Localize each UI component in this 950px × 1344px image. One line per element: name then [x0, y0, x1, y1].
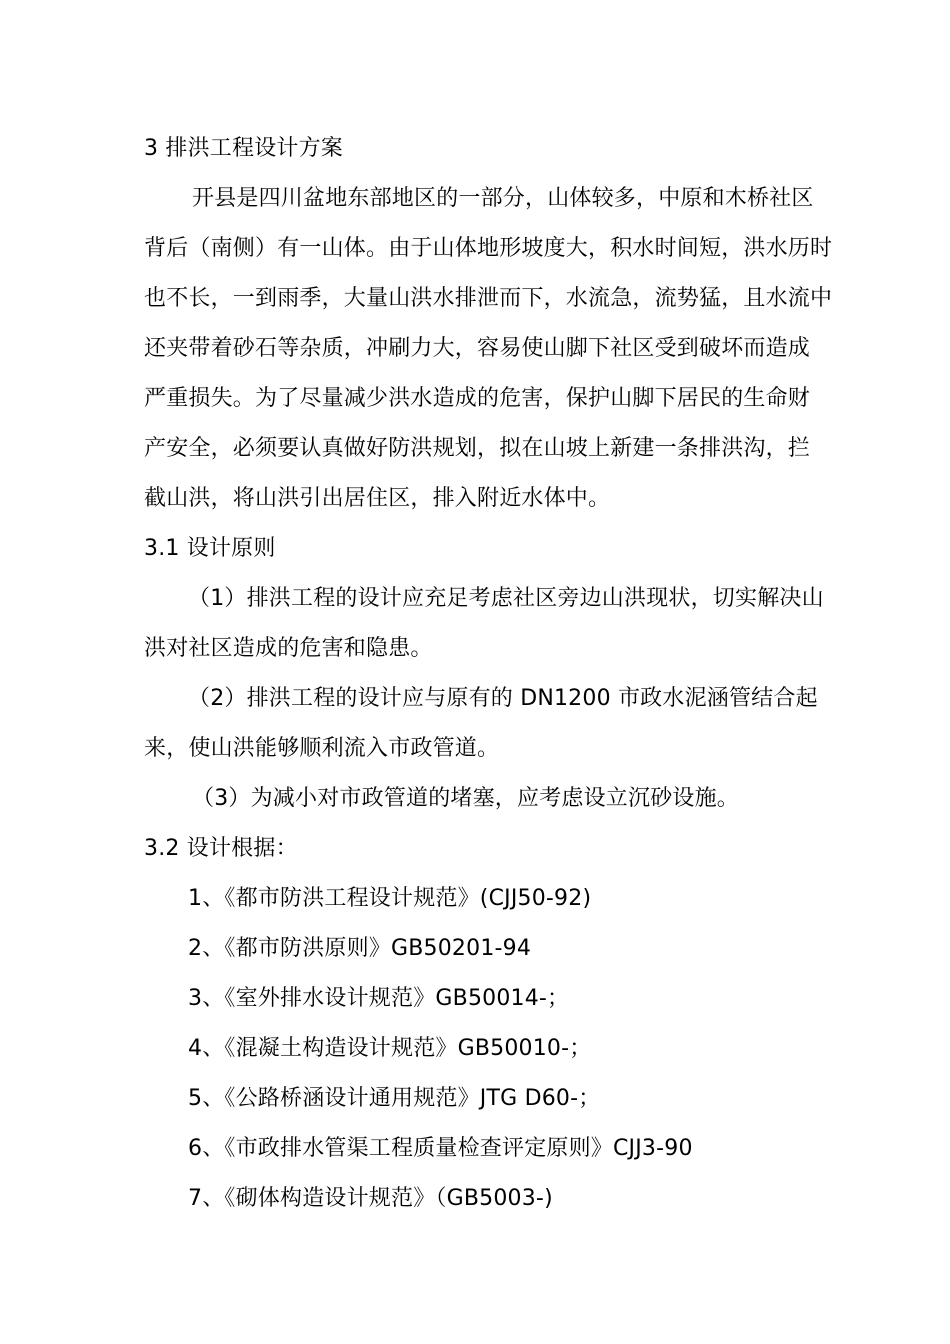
reference-item: 1、《都市防洪工程设计规范》(CJJ50-92): [188, 886, 592, 911]
reference-item: 6、《市政排水管渠工程质量检查评定原则》CJJ3-90: [188, 1136, 693, 1161]
paragraph-line: （2）排洪工程的设计应与原有的 DN1200 市政水泥涵管结合起: [188, 686, 818, 711]
reference-list: [144, 874, 808, 1224]
reference-item: 3、《室外排水设计规范》GB50014-；: [188, 986, 570, 1011]
reference-item: 5、《公路桥涵设计通用规范》JTG D60-；: [188, 1086, 601, 1111]
section-3-intro-paragraph: [144, 174, 833, 524]
reference-item: 4、《混凝土构造设计规范》GB50010-；: [188, 1036, 592, 1061]
reference-item: 7、《砌体构造设计规范》（GB5003-): [188, 1186, 553, 1211]
section-3-heading: 3 排洪工程设计方案: [144, 136, 343, 161]
paragraph-line: 开县是四川盆地东部地区的一部分，山体较多，中原和木桥社区: [192, 186, 814, 211]
principle-2-paragraph: [144, 674, 818, 774]
paragraph-line: 截山洪，将山洪引出居住区，排入附近水体中。: [144, 486, 611, 511]
paragraph-line: 也不长，一到雨季，大量山洪水排泄而下，水流急，流势猛，且水流中: [144, 286, 833, 311]
paragraph-line: 背后（南侧）有一山体。由于山体地形坡度大，积水时间短，洪水历时: [144, 236, 833, 261]
paragraph-line: （1）排洪工程的设计应充足考虑社区旁边山洪现状，切实解决山: [188, 586, 824, 611]
principle-1-paragraph: [144, 574, 824, 674]
paragraph-line: 还夹带着砂石等杂质，冲刷力大，容易使山脚下社区受到破坏而造成: [144, 336, 811, 361]
document-page: [144, 124, 833, 1224]
principle-3-line: （3）为减小对市政管道的堵塞，应考虑设立沉砂设施。: [192, 786, 739, 811]
section-3-1-heading: 3.1 设计原则: [144, 536, 276, 561]
section-3-2-heading: 3.2 设计根据：: [144, 836, 298, 861]
reference-item: 2、《都市防洪原则》GB50201-94: [188, 936, 532, 961]
paragraph-line: 洪对社区造成的危害和隐患。: [144, 636, 433, 661]
paragraph-line: 严重损失。为了尽量减少洪水造成的危害，保护山脚下居民的生命财: [144, 386, 811, 411]
paragraph-line: 来，使山洪能够顺利流入市政管道。: [144, 736, 500, 761]
paragraph-line: 产安全，必须要认真做好防洪规划，拟在山坡上新建一条排洪沟，拦: [144, 436, 811, 461]
